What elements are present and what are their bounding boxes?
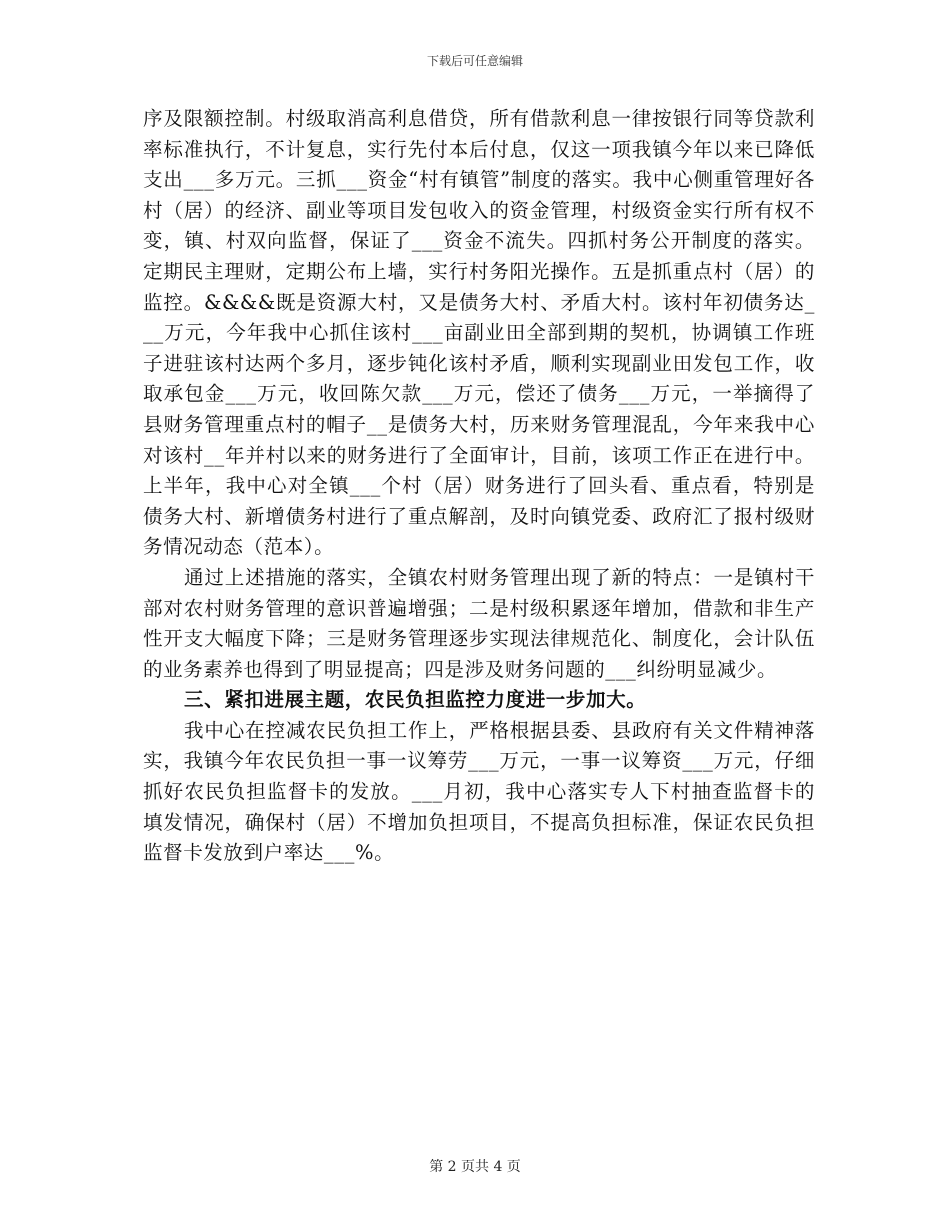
paragraph-1: 序及限额控制。村级取消高利息借贷，所有借款利息一律按银行同等贷款利率标准执行，不计复息，实行先付本后付息，仅这一项我镇今年以来已降低支出___多万元。三抓___资金“村有镇管”制度的落实。我中心侧重管理好各村（居）的经济、副业等项目发包收入的资金管理，村级资金实行所有权不变，镇、村双向监督，保证了___资金不流失。四抓村务公开制度的落实。定期民主理财，定期公布上墙，实行村务阳光操作。五是抓重点村（居）的监控。&&&&既是资源大村，又是债务大村、矛盾大村。该村年初债务达___万元，今年我中心抓住该村___亩副业田全部到期的契机，协调镇工作班子进驻该村达两个多月，逐步钝化该村矛盾，顺利实现副业田发包工作，收取承包金___万元，收回陈欠款___万元，偿还了债务___万元，一举摘得了县财务管理重点村的帽子__是债务大村，历来财务管理混乱，今年来我中心对该村__年并村以来的财务进行了全面审计，目前，该项工作正在进行中。上半年，我中心对全镇___个村（居）财务进行了回头看、重点看，特别是债务大村、新增债务村进行了重点解剖，及时向镇党委、政府汇了报村级财务情况动态（范本）。 — [143, 107, 815, 559]
page-footer: 第 2 页共 4 页 — [429, 1159, 521, 1175]
paragraph-3: 我中心在控减农民负担工作上，严格根据县委、县政府有关文件精神落实，我镇今年农民负担一事一议筹劳___万元，一事一议筹资___万元，仔细抓好农民负担监督卡的发放。___月初，我中心落实专人下村抽查监督卡的填发情况，确保村（居）不增加负担项目，不提高负担标准，保证农民负担监督卡发放到户率达___%。 — [143, 718, 815, 865]
section-heading: 三、紧扣进展主题，农民负担监控力度进一步加大。 — [184, 688, 647, 712]
document-body — [143, 104, 815, 869]
paragraph-2: 通过上述措施的落实，全镇农村财务管理出现了新的特点：一是镇村干部对农村财务管理的意识普遍增强；二是村级积累逐年增加，借款和非生产性开支大幅度下降；三是财务管理逐步实现法律规范化、制度化，会计队伍的业务素养也得到了明显提高；四是涉及财务问题的___纠纷明显减少。 — [143, 565, 815, 681]
page-header: 下载后可任意编辑 — [426, 54, 523, 68]
